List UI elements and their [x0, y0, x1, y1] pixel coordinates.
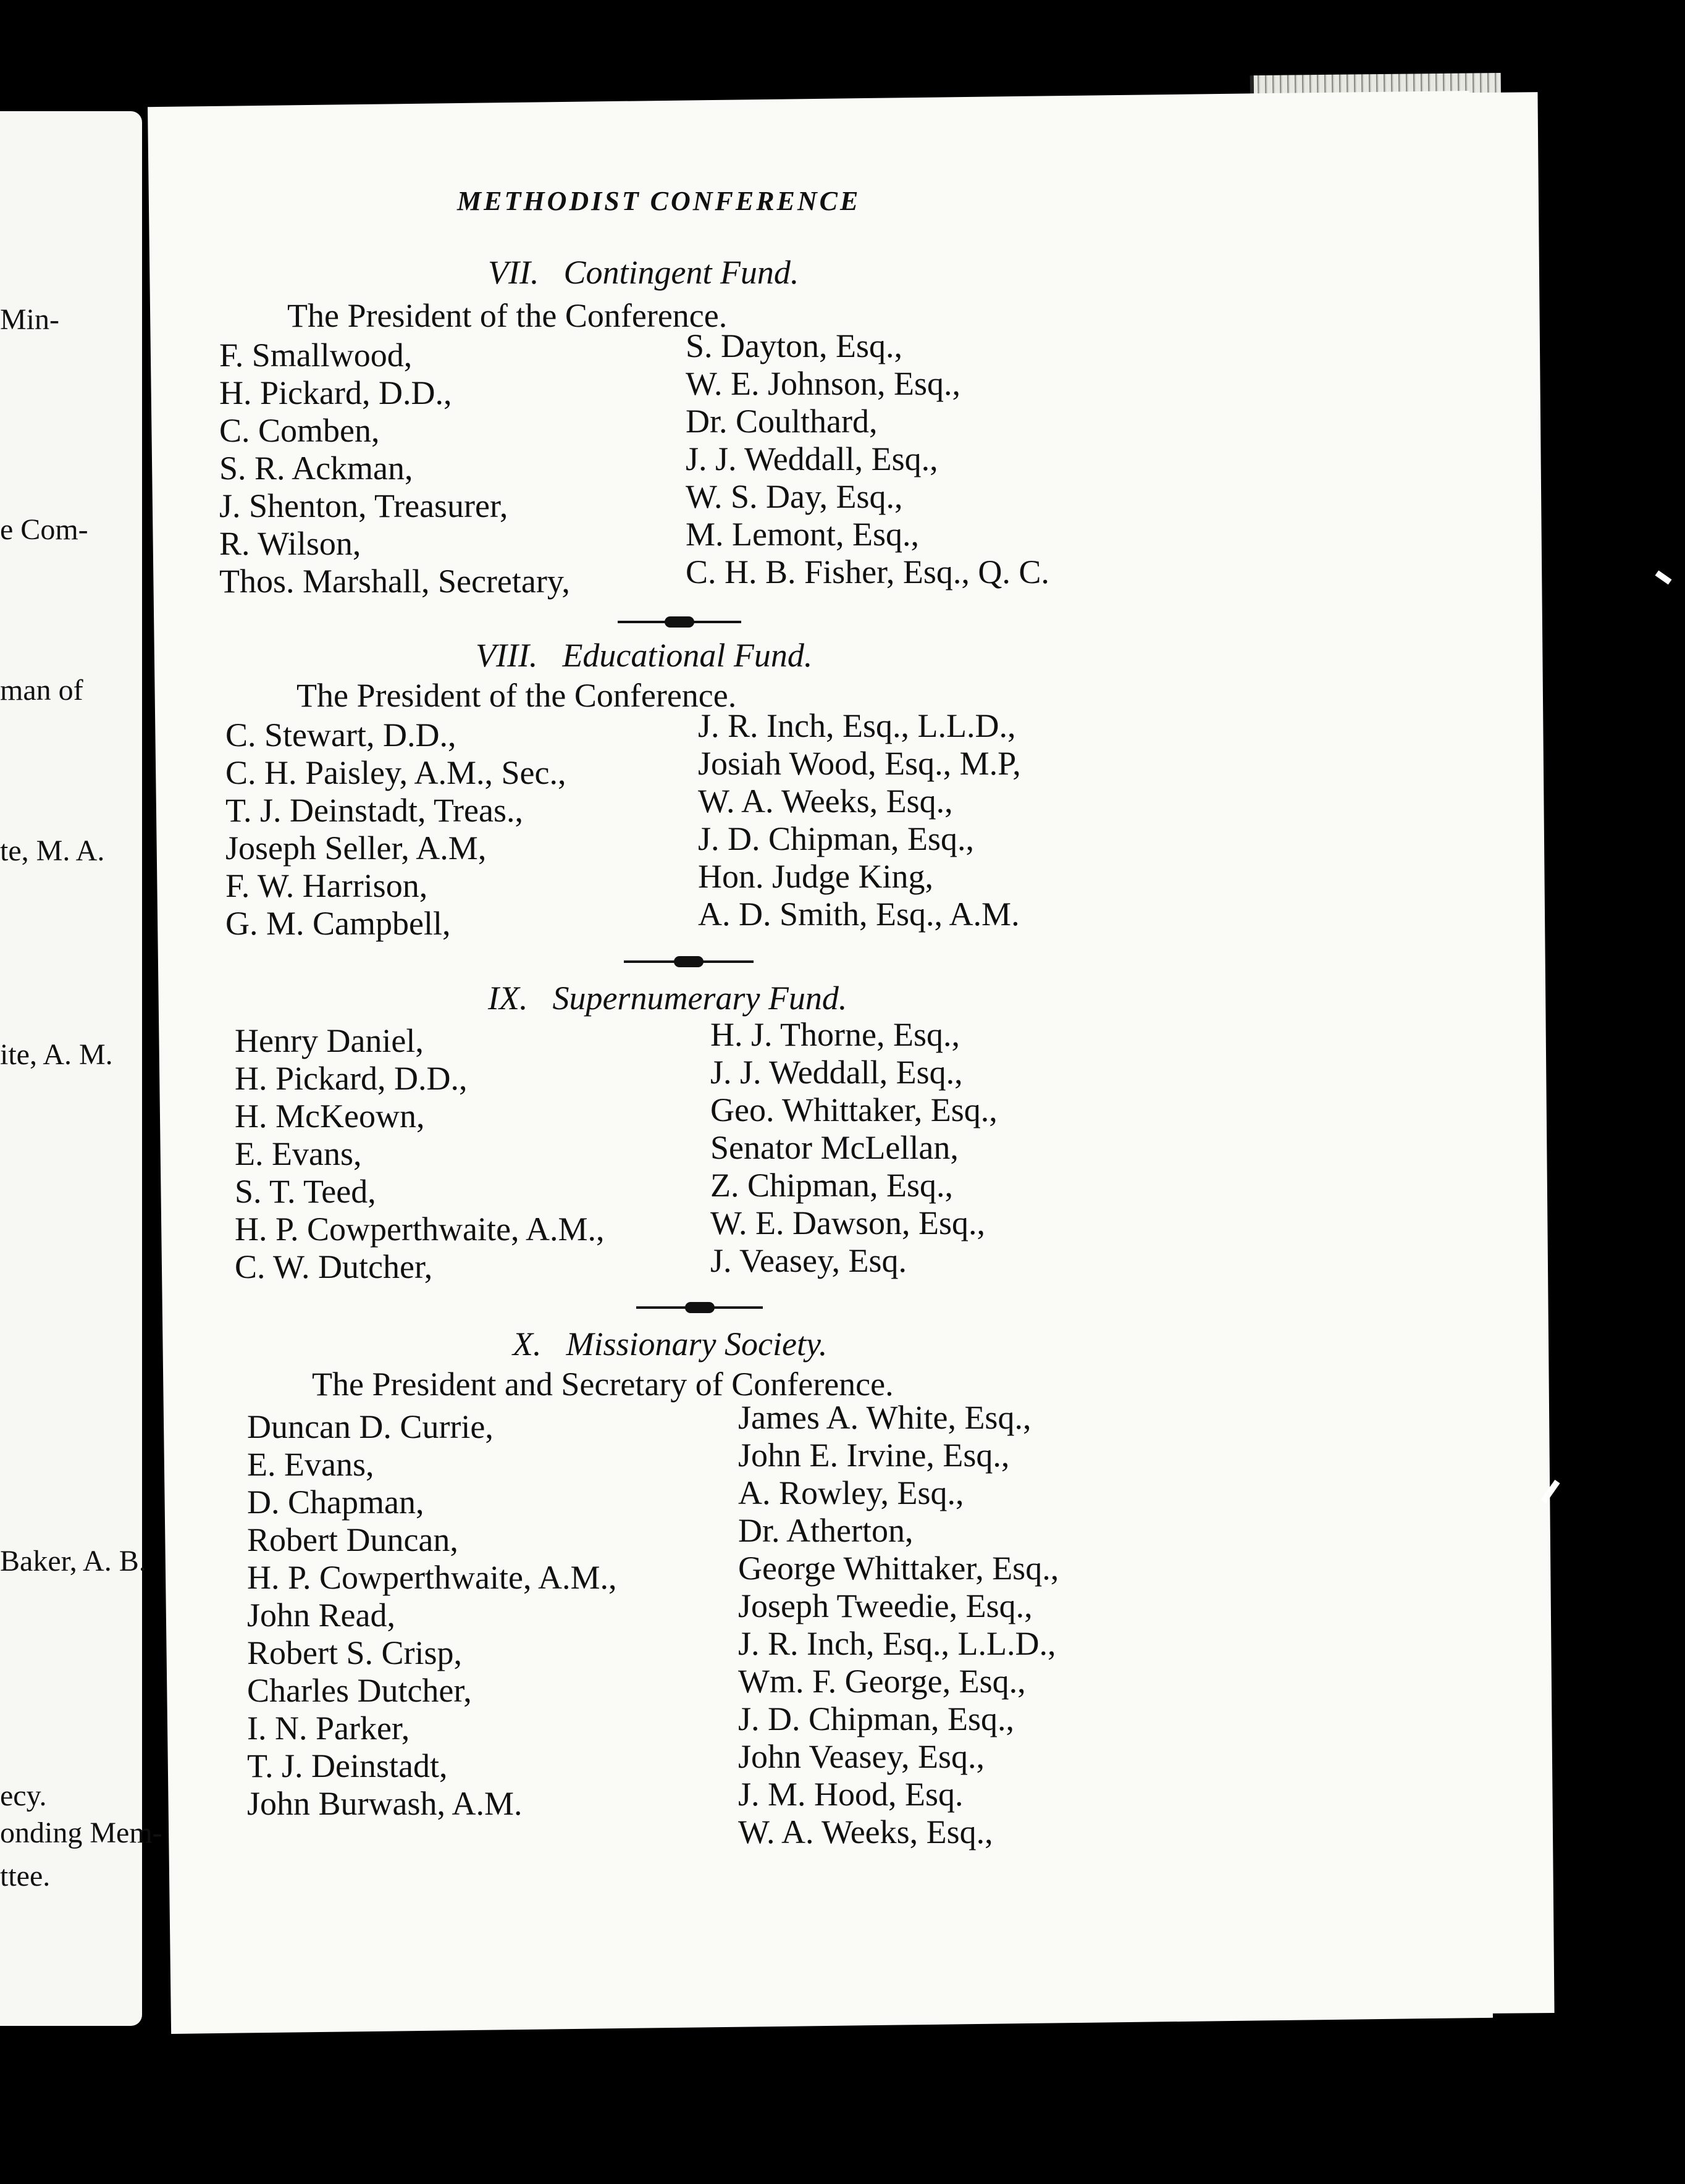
section-name: Educational Fund.	[562, 637, 813, 674]
left-member-column	[225, 716, 566, 943]
scan-mark	[1655, 570, 1671, 584]
right-member-column	[698, 707, 1021, 933]
member-name: E. Evans,	[247, 1446, 374, 1483]
member-name: John Burwash, A.M.	[247, 1785, 523, 1822]
member-name: C. Stewart, D.D.,	[225, 716, 456, 754]
member-name: A. Rowley, Esq.,	[738, 1474, 964, 1511]
member-name: J. R. Inch, Esq., L.L.D.,	[738, 1625, 1056, 1662]
member-name: H. J. Thorne, Esq.,	[710, 1016, 960, 1053]
member-name: George Whittaker, Esq.,	[738, 1550, 1059, 1587]
member-name: J. M. Hood, Esq.	[738, 1776, 964, 1813]
member-name: C. W. Dutcher,	[235, 1248, 433, 1285]
member-name: Senator McLellan,	[710, 1129, 959, 1166]
member-name: J. D. Chipman, Esq.,	[698, 820, 975, 857]
left-page-fragment: ttee.	[0, 1860, 51, 1892]
left-page-fragment: Min-	[0, 303, 59, 336]
section-chair: The President of the Conference.	[296, 677, 737, 714]
member-name: H. McKeown,	[235, 1098, 425, 1135]
member-name: Thos. Marshall, Secretary,	[219, 563, 570, 600]
section-chair: The President and Secretary of Conference.	[312, 1366, 894, 1403]
member-name: Geo. Whittaker, Esq.,	[710, 1091, 998, 1128]
left-page-fragment: e Com-	[0, 513, 88, 546]
member-name: James A. White, Esq.,	[738, 1399, 1032, 1436]
section-divider	[624, 960, 754, 963]
member-name: Hon. Judge King,	[698, 858, 933, 895]
member-name: M. Lemont, Esq.,	[686, 516, 919, 553]
left-page-fragment: ite, A. M.	[0, 1038, 113, 1071]
running-head: METHODIST CONFERENCE	[457, 186, 861, 216]
member-name: Josiah Wood, Esq., M.P,	[698, 745, 1021, 782]
member-name: John Veasey, Esq.,	[738, 1738, 985, 1775]
section-title	[488, 253, 799, 292]
member-name: J. J. Weddall, Esq.,	[686, 440, 938, 477]
section-name: Contingent Fund.	[563, 254, 799, 291]
right-member-column	[738, 1399, 1059, 1851]
member-name: W. S. Day, Esq.,	[686, 478, 903, 515]
member-name: J. R. Inch, Esq., L.L.D.,	[698, 707, 1016, 744]
section-number: VIII.	[476, 637, 538, 674]
member-name: H. Pickard, D.D.,	[219, 374, 452, 411]
member-name: S. T. Teed,	[235, 1173, 376, 1210]
member-name: A. D. Smith, Esq., A.M.	[698, 896, 1020, 933]
section-title	[488, 979, 847, 1017]
member-name: John E. Irvine, Esq.,	[738, 1437, 1010, 1474]
member-name: I. N. Parker,	[247, 1710, 410, 1747]
section-title	[476, 636, 812, 674]
member-name: J. Veasey, Esq.	[710, 1242, 907, 1279]
member-name: C. H. Paisley, A.M., Sec.,	[225, 754, 566, 791]
member-name: G. M. Campbell,	[225, 905, 451, 942]
member-name: W. A. Weeks, Esq.,	[698, 783, 953, 820]
member-name: S. R. Ackman,	[219, 450, 413, 487]
left-page-fragment: man of	[0, 674, 83, 707]
member-name: S. Dayton, Esq.,	[686, 327, 902, 364]
member-name: Robert Duncan,	[247, 1521, 458, 1558]
member-name: F. Smallwood,	[219, 337, 413, 374]
member-name: R. Wilson,	[219, 525, 361, 562]
left-page-fragment: onding Mem-	[0, 1816, 162, 1849]
member-name: W. E. Johnson, Esq.,	[686, 365, 961, 402]
member-name: C. Comben,	[219, 412, 380, 449]
left-member-column	[235, 1022, 604, 1286]
member-name: T. J. Deinstadt, Treas.,	[225, 792, 523, 829]
member-name: H. P. Cowperthwaite, A.M.,	[247, 1559, 617, 1596]
left-facing-page	[0, 111, 162, 2026]
left-member-column	[219, 337, 570, 600]
section-number: VII.	[488, 254, 539, 291]
section-divider	[636, 1306, 763, 1309]
right-member-column	[686, 327, 1049, 591]
left-page-fragment: Baker, A. B.	[0, 1545, 146, 1577]
member-name: John Read,	[247, 1597, 395, 1634]
section-chair: The President of the Conference.	[287, 297, 728, 334]
member-name: Z. Chipman, Esq.,	[710, 1167, 953, 1204]
member-name: Robert S. Crisp,	[247, 1634, 463, 1671]
member-name: Duncan D. Currie,	[247, 1408, 494, 1445]
section-divider	[618, 621, 741, 623]
left-page-fragment: ecy.	[0, 1779, 47, 1812]
member-name: J. D. Chipman, Esq.,	[738, 1700, 1015, 1737]
member-name: H. Pickard, D.D.,	[235, 1060, 468, 1097]
member-name: W. E. Dawson, Esq.,	[710, 1204, 985, 1241]
right-member-column	[710, 1016, 998, 1280]
section-name: Supernumerary Fund.	[552, 980, 847, 1017]
member-name: E. Evans,	[235, 1135, 362, 1172]
member-name: H. P. Cowperthwaite, A.M.,	[235, 1211, 605, 1248]
member-name: D. Chapman,	[247, 1484, 424, 1521]
member-name: T. J. Deinstadt,	[247, 1747, 448, 1784]
section-number: IX.	[488, 980, 528, 1017]
member-name: Dr. Atherton,	[738, 1512, 914, 1549]
section-number: X.	[513, 1325, 542, 1363]
member-name: J. Shenton, Treasurer,	[219, 487, 508, 524]
left-page-fragment: te, M. A.	[0, 834, 105, 867]
left-member-column	[247, 1408, 616, 1823]
member-name: Charles Dutcher,	[247, 1672, 472, 1709]
member-name: Wm. F. George, Esq.,	[738, 1663, 1026, 1700]
member-name: Dr. Coulthard,	[686, 403, 878, 440]
member-name: Joseph Seller, A.M,	[225, 830, 487, 867]
member-name: J. J. Weddall, Esq.,	[710, 1054, 963, 1091]
section-title	[513, 1325, 827, 1363]
member-name: F. W. Harrison,	[225, 867, 428, 904]
member-name: W. A. Weeks, Esq.,	[738, 1813, 993, 1850]
member-name: Henry Daniel,	[235, 1022, 424, 1059]
section-name: Missionary Society.	[566, 1325, 828, 1363]
member-name: C. H. B. Fisher, Esq., Q. C.	[686, 553, 1049, 590]
member-name: Joseph Tweedie, Esq.,	[738, 1587, 1033, 1624]
